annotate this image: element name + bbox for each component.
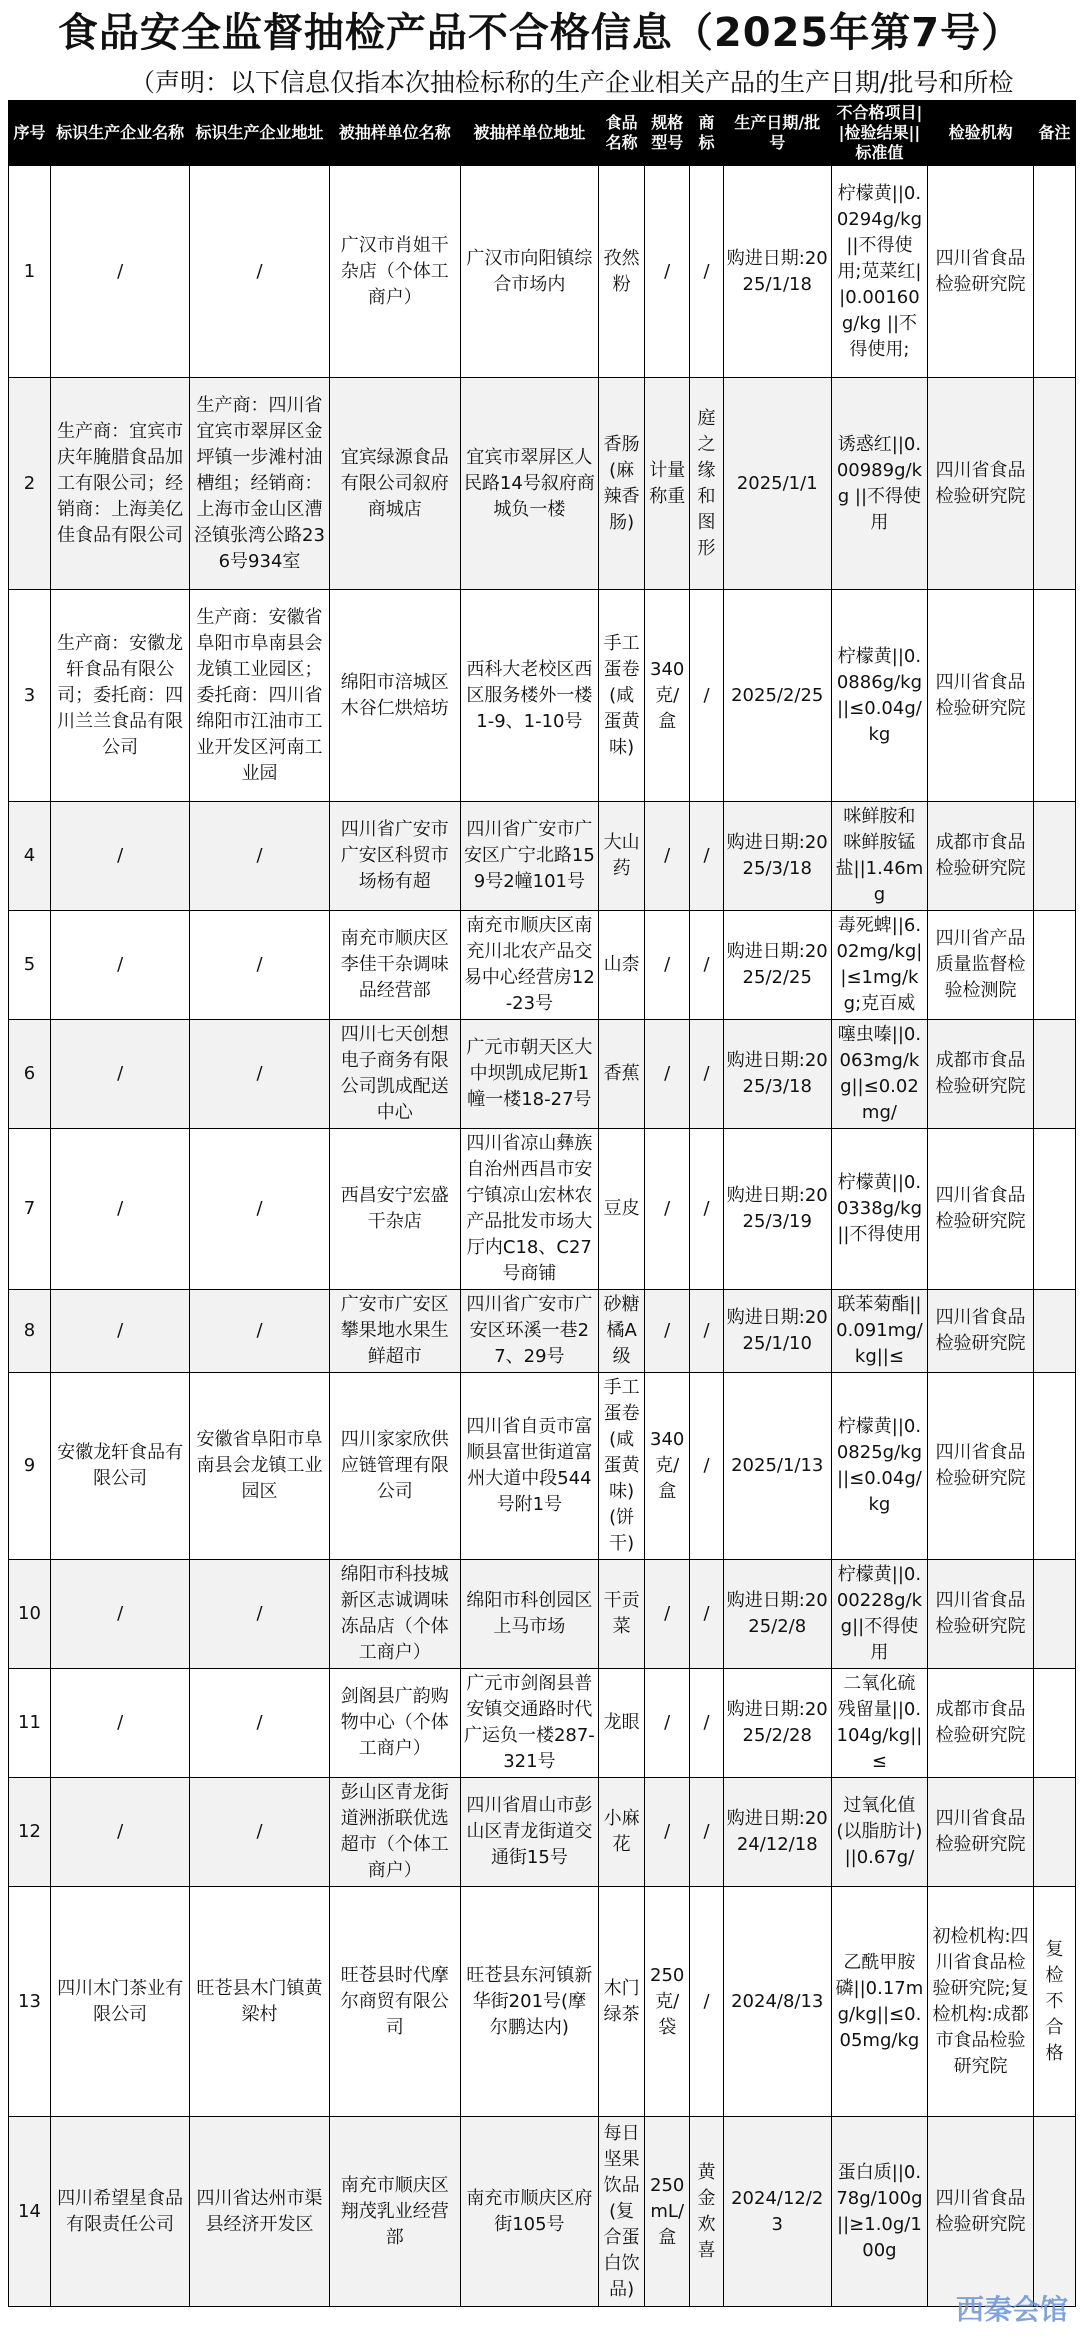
cell-item: 乙酰甲胺磷||0.17mg/kg||≤0.05mg/kg bbox=[831, 1887, 927, 2117]
cell-agency: 四川省食品检验研究院 bbox=[928, 1129, 1034, 1290]
inspection-table bbox=[8, 100, 1076, 2307]
cell-sampled-name: 南充市顺庆区翔茂乳业经营部 bbox=[329, 2117, 460, 2307]
cell-spec: / bbox=[645, 802, 690, 911]
cell-sampled-name: 四川省广安市广安区科贸市场杨有超 bbox=[329, 802, 460, 911]
cell-note bbox=[1034, 590, 1076, 802]
cell-mfr-name: 生产商：宜宾市庆年腌腊食品加工有限公司；经销商：上海美亿佳食品有限公司 bbox=[50, 378, 189, 590]
cell-mfr-name: 四川木门茶业有限公司 bbox=[50, 1887, 189, 2117]
cell-no: 1 bbox=[9, 166, 51, 378]
cell-sampled-addr: 旺苍县东河镇新华街201号(摩尔鹏达内) bbox=[460, 1887, 598, 2117]
cell-date: 购进日期:2025/3/19 bbox=[723, 1129, 831, 1290]
table-row bbox=[9, 1290, 1076, 1373]
cell-agency: 四川省食品检验研究院 bbox=[928, 1373, 1034, 1560]
table-row bbox=[9, 1560, 1076, 1669]
cell-sampled-addr: 广汉市向阳镇综合市场内 bbox=[460, 166, 598, 378]
header-cell-note: 备注 bbox=[1034, 101, 1076, 166]
cell-brand: / bbox=[690, 1669, 724, 1778]
cell-sampled-addr: 南充市顺庆区南充川北农产品交易中心经营房12-23号 bbox=[460, 911, 598, 1020]
cell-mfr-addr: / bbox=[190, 166, 329, 378]
cell-mfr-name: / bbox=[50, 1290, 189, 1373]
cell-note bbox=[1034, 2117, 1076, 2307]
cell-food: 干贡菜 bbox=[599, 1560, 645, 1669]
header-cell-no: 序号 bbox=[9, 101, 51, 166]
cell-mfr-addr: / bbox=[190, 911, 329, 1020]
cell-note bbox=[1034, 166, 1076, 378]
cell-agency: 初检机构:四川省食品检验研究院;复检机构:成都市食品检验研究院 bbox=[928, 1887, 1034, 2117]
cell-brand: / bbox=[690, 1020, 724, 1129]
cell-sampled-name: 绵阳市科技城新区志诚调味冻品店（个体工商户） bbox=[329, 1560, 460, 1669]
cell-mfr-addr: / bbox=[190, 1129, 329, 1290]
table-row bbox=[9, 1887, 1076, 2117]
cell-food: 大山药 bbox=[599, 802, 645, 911]
cell-agency: 四川省食品检验研究院 bbox=[928, 1290, 1034, 1373]
cell-mfr-addr: / bbox=[190, 1778, 329, 1887]
cell-note bbox=[1034, 1669, 1076, 1778]
cell-mfr-addr: / bbox=[190, 1020, 329, 1129]
cell-agency: 四川省食品检验研究院 bbox=[928, 166, 1034, 378]
table-row bbox=[9, 166, 1076, 378]
cell-sampled-name: 四川七天创想电子商务有限公司凯成配送中心 bbox=[329, 1020, 460, 1129]
cell-note bbox=[1034, 378, 1076, 590]
cell-spec: 340克/盒 bbox=[645, 1373, 690, 1560]
cell-mfr-name: 安徽龙轩食品有限公司 bbox=[50, 1373, 189, 1560]
cell-agency: 四川省产品质量监督检验检测院 bbox=[928, 911, 1034, 1020]
cell-brand: / bbox=[690, 166, 724, 378]
cell-date: 购进日期:2025/3/18 bbox=[723, 1020, 831, 1129]
table-row bbox=[9, 1373, 1076, 1560]
header-cell-sampled-addr: 被抽样单位地址 bbox=[460, 101, 598, 166]
table-row bbox=[9, 802, 1076, 911]
cell-sampled-name: 剑阁县广韵购物中心（个体工商户） bbox=[329, 1669, 460, 1778]
cell-no: 8 bbox=[9, 1290, 51, 1373]
cell-mfr-addr: / bbox=[190, 1669, 329, 1778]
cell-no: 5 bbox=[9, 911, 51, 1020]
cell-date: 2025/2/25 bbox=[723, 590, 831, 802]
cell-sampled-name: 宜宾绿源食品有限公司叙府商城店 bbox=[329, 378, 460, 590]
cell-no: 3 bbox=[9, 590, 51, 802]
cell-agency: 成都市食品检验研究院 bbox=[928, 1020, 1034, 1129]
cell-no: 11 bbox=[9, 1669, 51, 1778]
cell-spec: / bbox=[645, 1129, 690, 1290]
cell-note bbox=[1034, 1373, 1076, 1560]
cell-no: 4 bbox=[9, 802, 51, 911]
table-row bbox=[9, 1778, 1076, 1887]
cell-sampled-addr: 广元市朝天区大中坝凯成尼斯1幢一楼18-27号 bbox=[460, 1020, 598, 1129]
cell-item: 联苯菊酯||0.091mg/kg||≤ bbox=[831, 1290, 927, 1373]
cell-no: 13 bbox=[9, 1887, 51, 2117]
cell-agency: 四川省食品检验研究院 bbox=[928, 378, 1034, 590]
cell-item: 柠檬黄||0.00228g/kg||不得使用 bbox=[831, 1560, 927, 1669]
cell-item: 柠檬黄||0.0294g/kg ||不得使用;苋菜红||0.00160g/kg ||不得使用; bbox=[831, 166, 927, 378]
cell-item: 柠檬黄||0.0825g/kg||≤0.04g/kg bbox=[831, 1373, 927, 1560]
cell-agency: 成都市食品检验研究院 bbox=[928, 802, 1034, 911]
table-row bbox=[9, 378, 1076, 590]
cell-date: 2025/1/1 bbox=[723, 378, 831, 590]
cell-date: 2024/8/13 bbox=[723, 1887, 831, 2117]
cell-brand: / bbox=[690, 1373, 724, 1560]
cell-mfr-addr: 旺苍县木门镇黄梁村 bbox=[190, 1887, 329, 2117]
cell-spec: / bbox=[645, 911, 690, 1020]
cell-note bbox=[1034, 802, 1076, 911]
cell-spec: / bbox=[645, 1290, 690, 1373]
cell-agency: 四川省食品检验研究院 bbox=[928, 2117, 1034, 2307]
cell-item: 柠檬黄||0.0886g/kg ||≤0.04g/kg bbox=[831, 590, 927, 802]
cell-brand: / bbox=[690, 1887, 724, 2117]
cell-mfr-name: / bbox=[50, 1129, 189, 1290]
cell-mfr-name: / bbox=[50, 911, 189, 1020]
cell-mfr-addr: / bbox=[190, 1290, 329, 1373]
cell-spec: 计量称重 bbox=[645, 378, 690, 590]
cell-mfr-name: / bbox=[50, 166, 189, 378]
cell-date: 2025/1/13 bbox=[723, 1373, 831, 1560]
cell-sampled-addr: 绵阳市科创园区上马市场 bbox=[460, 1560, 598, 1669]
table-row bbox=[9, 1129, 1076, 1290]
header-cell-mfr-addr: 标识生产企业地址 bbox=[190, 101, 329, 166]
cell-item: 二氧化硫残留量||0.104g/kg||≤ bbox=[831, 1669, 927, 1778]
table-row bbox=[9, 2117, 1076, 2307]
cell-note: 复检不合格 bbox=[1034, 1887, 1076, 2117]
cell-mfr-addr: 四川省达州市渠县经济开发区 bbox=[190, 2117, 329, 2307]
cell-brand: 庭之缘和图形 bbox=[690, 378, 724, 590]
statement-text: （声明：以下信息仅指本次抽检标称的生产企业相关产品的生产日期/批号和所检 bbox=[130, 68, 1014, 97]
cell-note bbox=[1034, 1560, 1076, 1669]
cell-date: 购进日期:2024/12/18 bbox=[723, 1778, 831, 1887]
header-cell-spec: 规格型号 bbox=[645, 101, 690, 166]
header-cell-date: 生产日期/批号 bbox=[723, 101, 831, 166]
cell-spec: 250mL/盒 bbox=[645, 2117, 690, 2307]
watermark: 西秦会馆 bbox=[955, 2293, 1068, 2326]
cell-brand: / bbox=[690, 1129, 724, 1290]
cell-no: 9 bbox=[9, 1373, 51, 1560]
cell-sampled-addr: 四川省自贡市富顺县富世街道富州大道中段544号附1号 bbox=[460, 1373, 598, 1560]
cell-mfr-name: / bbox=[50, 1560, 189, 1669]
cell-food: 龙眼 bbox=[599, 1669, 645, 1778]
cell-no: 6 bbox=[9, 1020, 51, 1129]
cell-note bbox=[1034, 1778, 1076, 1887]
cell-sampled-addr: 四川省广安市广安区环溪一巷27、29号 bbox=[460, 1290, 598, 1373]
cell-sampled-name: 四川家家欣供应链管理有限公司 bbox=[329, 1373, 460, 1560]
cell-item: 诱惑红||0.00989g/kg ||不得使用 bbox=[831, 378, 927, 590]
cell-spec: 340克/盒 bbox=[645, 590, 690, 802]
cell-date: 购进日期:2025/3/18 bbox=[723, 802, 831, 911]
cell-no: 10 bbox=[9, 1560, 51, 1669]
cell-food: 山柰 bbox=[599, 911, 645, 1020]
cell-food: 砂糖橘A级 bbox=[599, 1290, 645, 1373]
cell-note bbox=[1034, 911, 1076, 1020]
cell-brand: / bbox=[690, 1290, 724, 1373]
cell-date: 2024/12/23 bbox=[723, 2117, 831, 2307]
cell-food: 香蕉 bbox=[599, 1020, 645, 1129]
cell-note bbox=[1034, 1129, 1076, 1290]
cell-sampled-name: 广汉市肖姐干杂店（个体工商户） bbox=[329, 166, 460, 378]
cell-spec: 250克/袋 bbox=[645, 1887, 690, 2117]
cell-sampled-addr: 宜宾市翠屏区人民路14号叙府商城负一楼 bbox=[460, 378, 598, 590]
cell-mfr-name: 生产商：安徽龙轩食品有限公司；委托商：四川兰兰食品有限公司 bbox=[50, 590, 189, 802]
cell-mfr-name: / bbox=[50, 802, 189, 911]
cell-date: 购进日期:2025/2/8 bbox=[723, 1560, 831, 1669]
cell-sampled-name: 西昌安宁宏盛干杂店 bbox=[329, 1129, 460, 1290]
cell-date: 购进日期:2025/1/10 bbox=[723, 1290, 831, 1373]
cell-spec: / bbox=[645, 1669, 690, 1778]
page-title: 食品安全监督抽检产品不合格信息（2025年第7号） bbox=[57, 10, 1023, 56]
cell-brand: / bbox=[690, 911, 724, 1020]
cell-mfr-name: 四川希望星食品有限责任公司 bbox=[50, 2117, 189, 2307]
header-cell-food: 食品名称 bbox=[599, 101, 645, 166]
cell-mfr-addr: 生产商：四川省宜宾市翠屏区金坪镇一步滩村油槽组；经销商：上海市金山区漕泾镇张湾公路236号934室 bbox=[190, 378, 329, 590]
cell-agency: 成都市食品检验研究院 bbox=[928, 1669, 1034, 1778]
cell-note bbox=[1034, 1020, 1076, 1129]
cell-sampled-addr: 南充市顺庆区府街105号 bbox=[460, 2117, 598, 2307]
cell-mfr-addr: 安徽省阜阳市阜南县会龙镇工业园区 bbox=[190, 1373, 329, 1560]
cell-spec: / bbox=[645, 1560, 690, 1669]
cell-sampled-addr: 西科大老校区西区服务楼外一楼1-9、1-10号 bbox=[460, 590, 598, 802]
cell-sampled-addr: 四川省凉山彝族自治州西昌市安宁镇凉山宏林农产品批发市场大厅内C18、C27号商铺 bbox=[460, 1129, 598, 1290]
cell-mfr-name: / bbox=[50, 1778, 189, 1887]
cell-sampled-addr: 广元市剑阁县普安镇交通路时代广运负一楼287-321号 bbox=[460, 1669, 598, 1778]
cell-sampled-addr: 四川省眉山市彭山区青龙街道交通街15号 bbox=[460, 1778, 598, 1887]
cell-item: 毒死蜱||6.02mg/kg||≤1mg/kg;克百威 bbox=[831, 911, 927, 1020]
cell-item: 柠檬黄||0.0338g/kg||不得使用 bbox=[831, 1129, 927, 1290]
cell-mfr-name: / bbox=[50, 1020, 189, 1129]
cell-mfr-name: / bbox=[50, 1669, 189, 1778]
header-cell-mfr-name: 标识生产企业名称 bbox=[50, 101, 189, 166]
header-cell-brand: 商标 bbox=[690, 101, 724, 166]
cell-brand: / bbox=[690, 1778, 724, 1887]
cell-brand: / bbox=[690, 590, 724, 802]
header-cell-sampled-name: 被抽样单位名称 bbox=[329, 101, 460, 166]
cell-agency: 四川省食品检验研究院 bbox=[928, 1560, 1034, 1669]
cell-spec: / bbox=[645, 1778, 690, 1887]
cell-agency: 四川省食品检验研究院 bbox=[928, 590, 1034, 802]
cell-food: 手工蛋卷(咸蛋黄味) bbox=[599, 590, 645, 802]
cell-food: 木门绿茶 bbox=[599, 1887, 645, 2117]
header-cell-agency: 检验机构 bbox=[928, 101, 1034, 166]
table-row bbox=[9, 590, 1076, 802]
cell-no: 12 bbox=[9, 1778, 51, 1887]
cell-sampled-name: 南充市顺庆区李佳干杂调味品经营部 bbox=[329, 911, 460, 1020]
cell-spec: / bbox=[645, 166, 690, 378]
cell-date: 购进日期:2025/2/28 bbox=[723, 1669, 831, 1778]
cell-no: 7 bbox=[9, 1129, 51, 1290]
cell-sampled-addr: 四川省广安市广安区广宁北路159号2幢101号 bbox=[460, 802, 598, 911]
cell-spec: / bbox=[645, 1020, 690, 1129]
table-row bbox=[9, 1020, 1076, 1129]
cell-mfr-addr: / bbox=[190, 802, 329, 911]
cell-mfr-addr: / bbox=[190, 1560, 329, 1669]
header-cell-item: 不合格项目||检验结果||标准值 bbox=[831, 101, 927, 166]
cell-mfr-addr: 生产商：安徽省阜阳市阜南县会龙镇工业园区；委托商：四川省绵阳市江油市工业开发区河南工业园 bbox=[190, 590, 329, 802]
cell-sampled-name: 绵阳市涪城区木谷仁烘焙坊 bbox=[329, 590, 460, 802]
cell-food: 豆皮 bbox=[599, 1129, 645, 1290]
cell-brand: / bbox=[690, 1560, 724, 1669]
cell-no: 2 bbox=[9, 378, 51, 590]
cell-food: 孜然粉 bbox=[599, 166, 645, 378]
cell-brand: 黄金欢喜 bbox=[690, 2117, 724, 2307]
cell-brand: / bbox=[690, 802, 724, 911]
cell-sampled-name: 彭山区青龙街道洲浙联优选超市（个体工商户） bbox=[329, 1778, 460, 1887]
cell-no: 14 bbox=[9, 2117, 51, 2307]
cell-item: 过氧化值(以脂肪计)||0.67g/ bbox=[831, 1778, 927, 1887]
cell-sampled-name: 旺苍县时代摩尔商贸有限公司 bbox=[329, 1887, 460, 2117]
cell-sampled-name: 广安市广安区攀果地水果生鲜超市 bbox=[329, 1290, 460, 1373]
cell-item: 噻虫嗪||0.063mg/kg||≤0.02mg/ bbox=[831, 1020, 927, 1129]
cell-food: 每日坚果饮品(复合蛋白饮品) bbox=[599, 2117, 645, 2307]
cell-date: 购进日期:2025/2/25 bbox=[723, 911, 831, 1020]
cell-food: 小麻花 bbox=[599, 1778, 645, 1887]
cell-agency: 四川省食品检验研究院 bbox=[928, 1778, 1034, 1887]
cell-note bbox=[1034, 1290, 1076, 1373]
table-row bbox=[9, 1669, 1076, 1778]
cell-food: 手工蛋卷(咸蛋黄味)(饼干) bbox=[599, 1373, 645, 1560]
table-row bbox=[9, 911, 1076, 1020]
cell-item: 蛋白质||0.78g/100g||≥1.0g/100g bbox=[831, 2117, 927, 2307]
cell-food: 香肠(麻辣香肠) bbox=[599, 378, 645, 590]
cell-date: 购进日期:2025/1/18 bbox=[723, 166, 831, 378]
table-header-row bbox=[9, 101, 1076, 166]
cell-item: 咪鲜胺和咪鲜胺锰盐||1.46mg bbox=[831, 802, 927, 911]
